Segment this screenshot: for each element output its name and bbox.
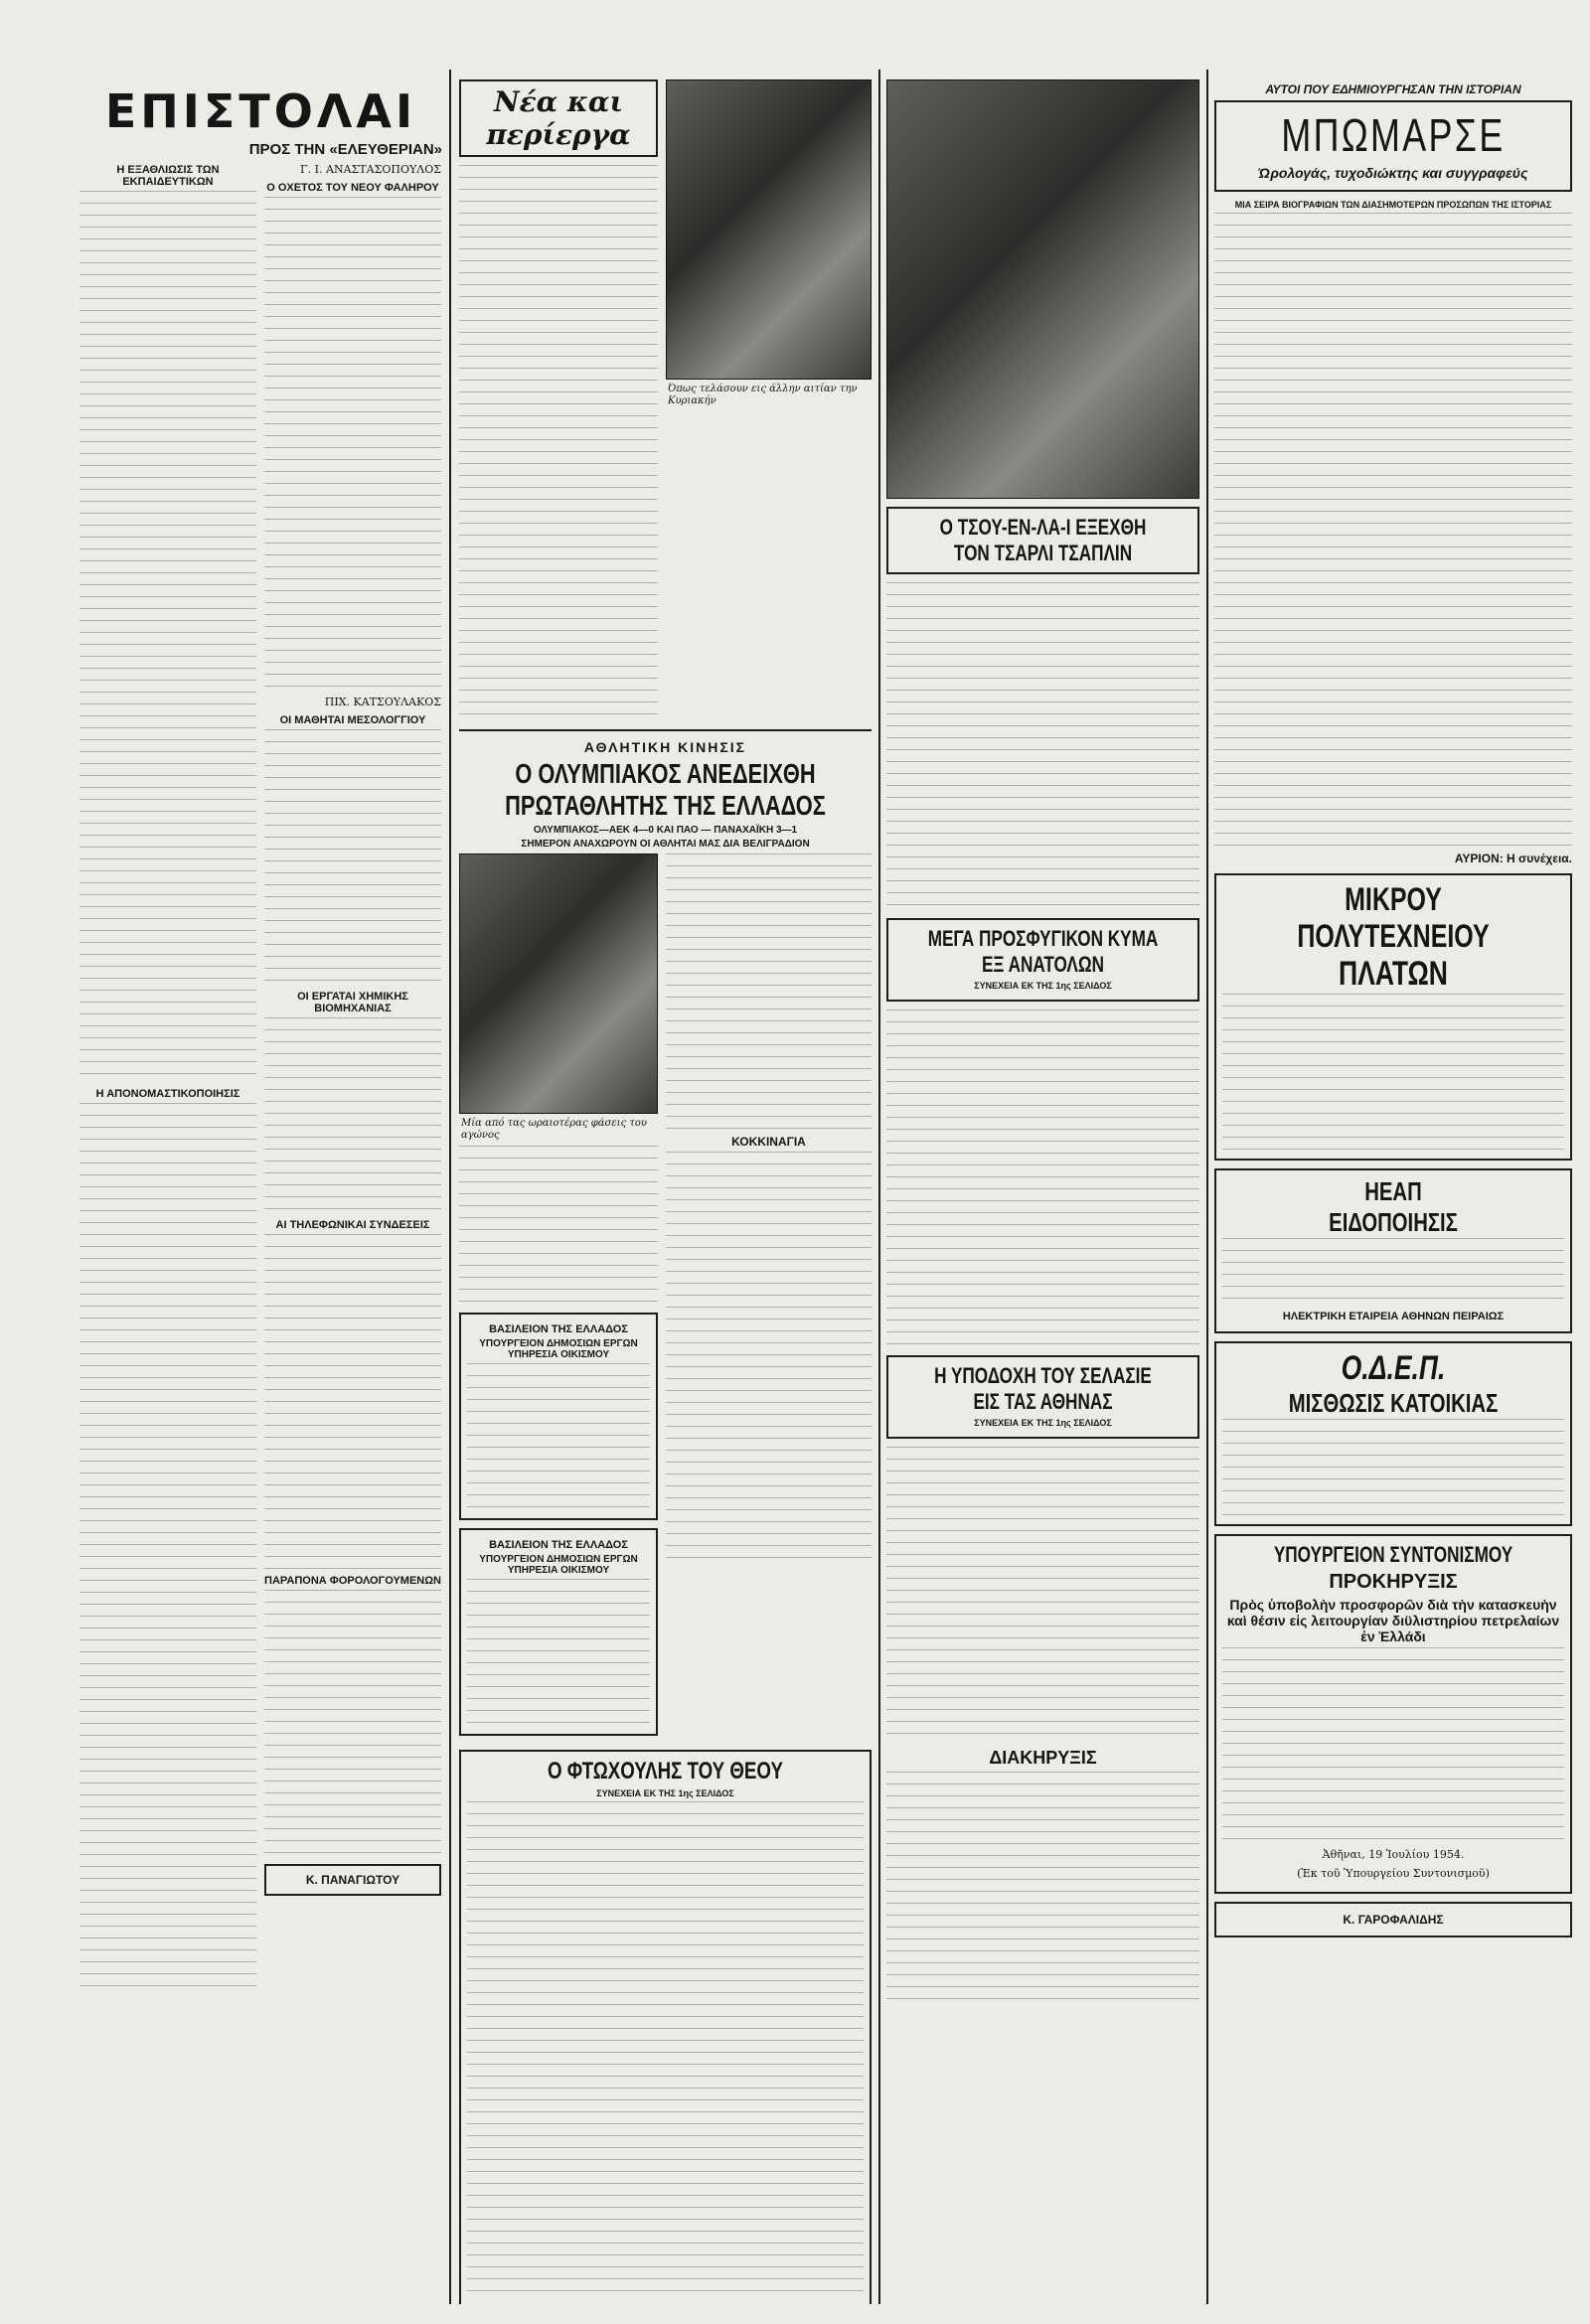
sports-photo (459, 853, 658, 1114)
body-text (467, 1363, 650, 1512)
school-title: ΜΙΚΡΟΥ ΠΟΛΥΤΕΧΝΕΙΟΥ (1297, 881, 1490, 954)
notice (459, 1528, 658, 1736)
score-line: ΟΛΥΜΠΙΑΚΟΣ—ΑΕΚ 4—0 ΚΑΙ ΠΑΟ — ΠΑΝΑΧΑΪΚΗ 3—1 (533, 825, 798, 836)
doctor-name: Κ. ΓΑΡΟΦΑΛΙΔΗΣ (1343, 1913, 1444, 1927)
history-column (1214, 79, 1572, 2304)
body-text (666, 853, 872, 1132)
letter-signature: ΠΙΧ. ΚΑΤΣΟΥΛΑΚΟΣ (324, 696, 441, 708)
letter-heading: ΟΙ ΕΡΓΑΤΑΙ ΧΗΜΙΚΗΣ ΒΙΟΜΗΧΑΝΙΑΣ (297, 991, 408, 1014)
sports-caption: Μία από τας ωραιοτέρας φάσεις του αγώνος (461, 1118, 647, 1141)
body-text (459, 1146, 658, 1305)
body-text (264, 1234, 441, 1572)
story-box (886, 1355, 1199, 1439)
ministry-name: ΥΠΟΥΡΓΕΙΟΝ ΣΥΝΤΟΝΙΣΜΟΥ (1273, 1542, 1513, 1567)
story-box (886, 507, 1199, 574)
ministry-ad (1214, 1534, 1572, 1894)
body-text (886, 582, 1199, 910)
ministry-body: Πρὸς ὑποβολὴν προσφορῶν διὰ τὴν κατασκευὴν καὶ θέσιν εἰς λειτουργίαν διϋλιστηρίου πετρελαίων ἐν Ἑλλάδι (1226, 1597, 1560, 1644)
odep-sub: ΜΙΣΘΩΣΙΣ ΚΑΤΟΙΚΙΑΣ (1288, 1388, 1499, 1418)
letter-heading: ΑΙ ΤΗΛΕΦΩΝΙΚΑΙ ΣΥΝΔΕΣΕΙΣ (275, 1219, 430, 1231)
sports-kicker: ΑΘΛΗΤΙΚΗ ΚΙΝΗΣΙΣ (583, 739, 747, 755)
body-text (80, 1103, 256, 1997)
body-text (264, 1017, 441, 1216)
continued-note: ΣΥΝΕΧΕΙΑ ΕΚ ΤΗΣ 1ης ΣΕΛΙΔΟΣ (596, 1788, 734, 1798)
doctor-name: Κ. ΠΑΝΑΓΙΩΤΟΥ (305, 1873, 400, 1887)
ministry-source: (Ἐκ τοῦ Ὑπουργείου Συντονισμοῦ) (1297, 1867, 1490, 1880)
doctor-ad (264, 1864, 441, 1896)
body-text (467, 1579, 650, 1728)
body-text (886, 1447, 1199, 1745)
heap-sub: ΕΙΔΟΠΟΙΗΣΙΣ (1329, 1207, 1458, 1237)
news-column (459, 79, 872, 2304)
body-text (80, 191, 256, 1085)
body-text (666, 1152, 872, 1569)
section-heading: ΔΙΑΚΗΡΥΞΙΣ (989, 1748, 1097, 1768)
column-divider (449, 70, 451, 2304)
body-text (264, 1590, 441, 1858)
ministry-title: ΠΡΟΚΗΡΥΞΙΣ (1329, 1571, 1458, 1593)
ministry-date: Ἀθῆναι, 19 Ἰουλίου 1954. (1322, 1848, 1465, 1861)
sports-headline: Ο ΟΛΥΜΠΙΑΚΟΣ ΑΝΕΔΕΙΧΘΗ ΠΡΩΤΑΘΛΗΤΗΣ ΤΗΣ ΕΛΛΑΔΟΣ (505, 758, 826, 821)
school-sub: ΠΛΑΤΩΝ (1339, 955, 1448, 993)
body-text (467, 1801, 864, 2298)
news-title: Νέα και περίεργα (486, 85, 631, 151)
history-subtitle: Ώρολογάς, τυχοδιώκτης και συγγραφεύς (1258, 165, 1528, 181)
story-headline: ΜΕΓΑ ΠΡΟΣΦΥΓΙΚΟΝ ΚΥΜΑ ΕΞ ΑΝΑΤΟΛΩΝ (927, 926, 1159, 977)
letters-subtitle: ΠΡΟΣ ΤΗΝ «ΕΛΕΥΘΕΡΙΑΝ» (248, 141, 442, 158)
body-text (1222, 994, 1564, 1153)
continued-note: ΣΥΝΕΧΕΙΑ ΕΚ ΤΗΣ 1ης ΣΕΛΙΔΟΣ (974, 1418, 1112, 1428)
electric-company: ΗΛΕΚΤΡΙΚΗ ΕΤΑΙΡΕΙΑ ΑΘΗΝΩΝ ΠΕΙΡΑΙΩΣ (1282, 1311, 1505, 1322)
letters-column (80, 84, 442, 2304)
body-text (264, 197, 441, 694)
letter-heading: ΠΑΡΑΠΟΝΑ ΦΟΡΟΛΟΓΟΥΜΕΝΩΝ (264, 1575, 441, 1587)
school-ad (1214, 873, 1572, 1161)
body-text (459, 165, 658, 721)
feature-title: Ο ΦΤΩΧΟΥΛΗΣ ΤΟΥ ΘΕΟΥ (548, 1758, 783, 1784)
foreign-column (886, 79, 1199, 2304)
body-text (264, 729, 441, 988)
history-box (1214, 100, 1572, 192)
today-line: ΣΗΜΕΡΟΝ ΑΝΑΧΩΡΟΥΝ ΟΙ ΑΘΛΗΤΑΙ ΜΑΣ ΔΙΑ ΒΕΛΙΓΡΑΔΙΟΝ (521, 839, 810, 850)
body-text (1222, 1419, 1564, 1518)
odep-ad (1214, 1341, 1572, 1526)
column-divider (878, 70, 880, 2304)
story-headline: Ο ΤΣΟΥ-ΕΝ-ΛΑ-Ι ΕΞΕΧΘΗ ΤΟΝ ΤΣΑΡΛΙ ΤΣΑΠΛΙΝ (939, 515, 1147, 565)
notice-sub: ΥΠΟΥΡΓΕΙΟΝ ΔΗΜΟΣΙΩΝ ΕΡΓΩΝ ΥΠΗΡΕΣΙΑ ΟΙΚΙΣΜΟΥ (479, 1338, 638, 1360)
photo-caption: Όπως τελάσουν εις άλλην αιτίαν την Κυριακήν (668, 384, 858, 406)
body-text (886, 1009, 1199, 1347)
section-heading: ΚΟΚΚΙΝΑΓΙΑ (731, 1135, 806, 1149)
history-title: ΜΠΩΜΑΡΣΕ (1281, 109, 1506, 161)
doctor-ad (1214, 1902, 1572, 1937)
section-divider (459, 729, 872, 731)
news-header (459, 79, 658, 157)
letter-heading: Η ΕΞΑΘΛΙΩΣΙΣ ΤΩΝ ΕΚΠΑΙΔΕΥΤΙΚΩΝ (116, 164, 220, 188)
story-headline: Η ΥΠΟΔΟΧΗ ΤΟΥ ΣΕΛΑΣΙΕ ΕΙΣ ΤΑΣ ΑΘΗΝΑΣ (934, 1363, 1152, 1414)
letter-heading: ΟΙ ΜΑΘΗΤΑΙ ΜΕΣΟΛΟΓΓΙΟΥ (279, 714, 426, 726)
story-box (886, 918, 1199, 1002)
letter-heading: Ο ΟΧΕΤΟΣ ΤΟΥ ΝΕΟΥ ΦΑΛΗΡΟΥ (266, 182, 439, 194)
body-text (1222, 1647, 1564, 1846)
history-kicker: ΑΥΤΟΙ ΠΟΥ ΕΔΗΜΙΟΥΡΓΗΣΑΝ ΤΗΝ ΙΣΤΟΡΙΑΝ (1265, 82, 1521, 96)
body-text (886, 1772, 1199, 2010)
notice-title: ΒΑΣΙΛΕΙΟΝ ΤΗΣ ΕΛΛΑΔΟΣ (489, 1323, 628, 1335)
notice-sub: ΥΠΟΥΡΓΕΙΟΝ ΔΗΜΟΣΙΩΝ ΕΡΓΩΝ ΥΠΗΡΕΣΙΑ ΟΙΚΙΣΜΟΥ (479, 1554, 638, 1576)
notice-title: ΒΑΣΙΛΕΙΟΝ ΤΗΣ ΕΛΛΑΔΟΣ (489, 1539, 628, 1551)
history-tagline: ΜΙΑ ΣΕΙΡΑ ΒΙΟΓΡΑΦΙΩΝ ΤΩΝ ΔΙΑΣΗΜΟΤΕΡΩΝ ΠΡΟΣΩΠΩΝ ΤΗΣ ΙΣΤΟΡΙΑΣ (1234, 200, 1552, 210)
letters-title: ΕΠΙΣΤΟΛΑΙ (104, 84, 417, 138)
letter-signature: Γ. Ι. ΑΝΑΣΤΑΣΟΠΟΥΛΟΣ (300, 163, 441, 176)
main-photo (886, 79, 1199, 499)
continued-note: ΣΥΝΕΧΕΙΑ ΕΚ ΤΗΣ 1ης ΣΕΛΙΔΟΣ (974, 981, 1112, 991)
feature-box (459, 1750, 872, 2304)
body-text (1214, 213, 1572, 849)
letter-heading: Η ΑΠΟΝΟΜΑΣΤΙΚΟΠΟΙΗΣΙΣ (95, 1088, 240, 1100)
notice (459, 1313, 658, 1520)
news-photo (666, 79, 872, 380)
heap-title: ΗΕΑΠ (1364, 1176, 1422, 1206)
next-note: ΑΥΡΙΟΝ: Η συνέχεια. (1454, 852, 1572, 865)
heap-ad (1214, 1168, 1572, 1333)
body-text (1222, 1238, 1564, 1308)
odep-title: Ο.Δ.Ε.Π. (1341, 1349, 1446, 1387)
column-divider (1206, 70, 1208, 2304)
